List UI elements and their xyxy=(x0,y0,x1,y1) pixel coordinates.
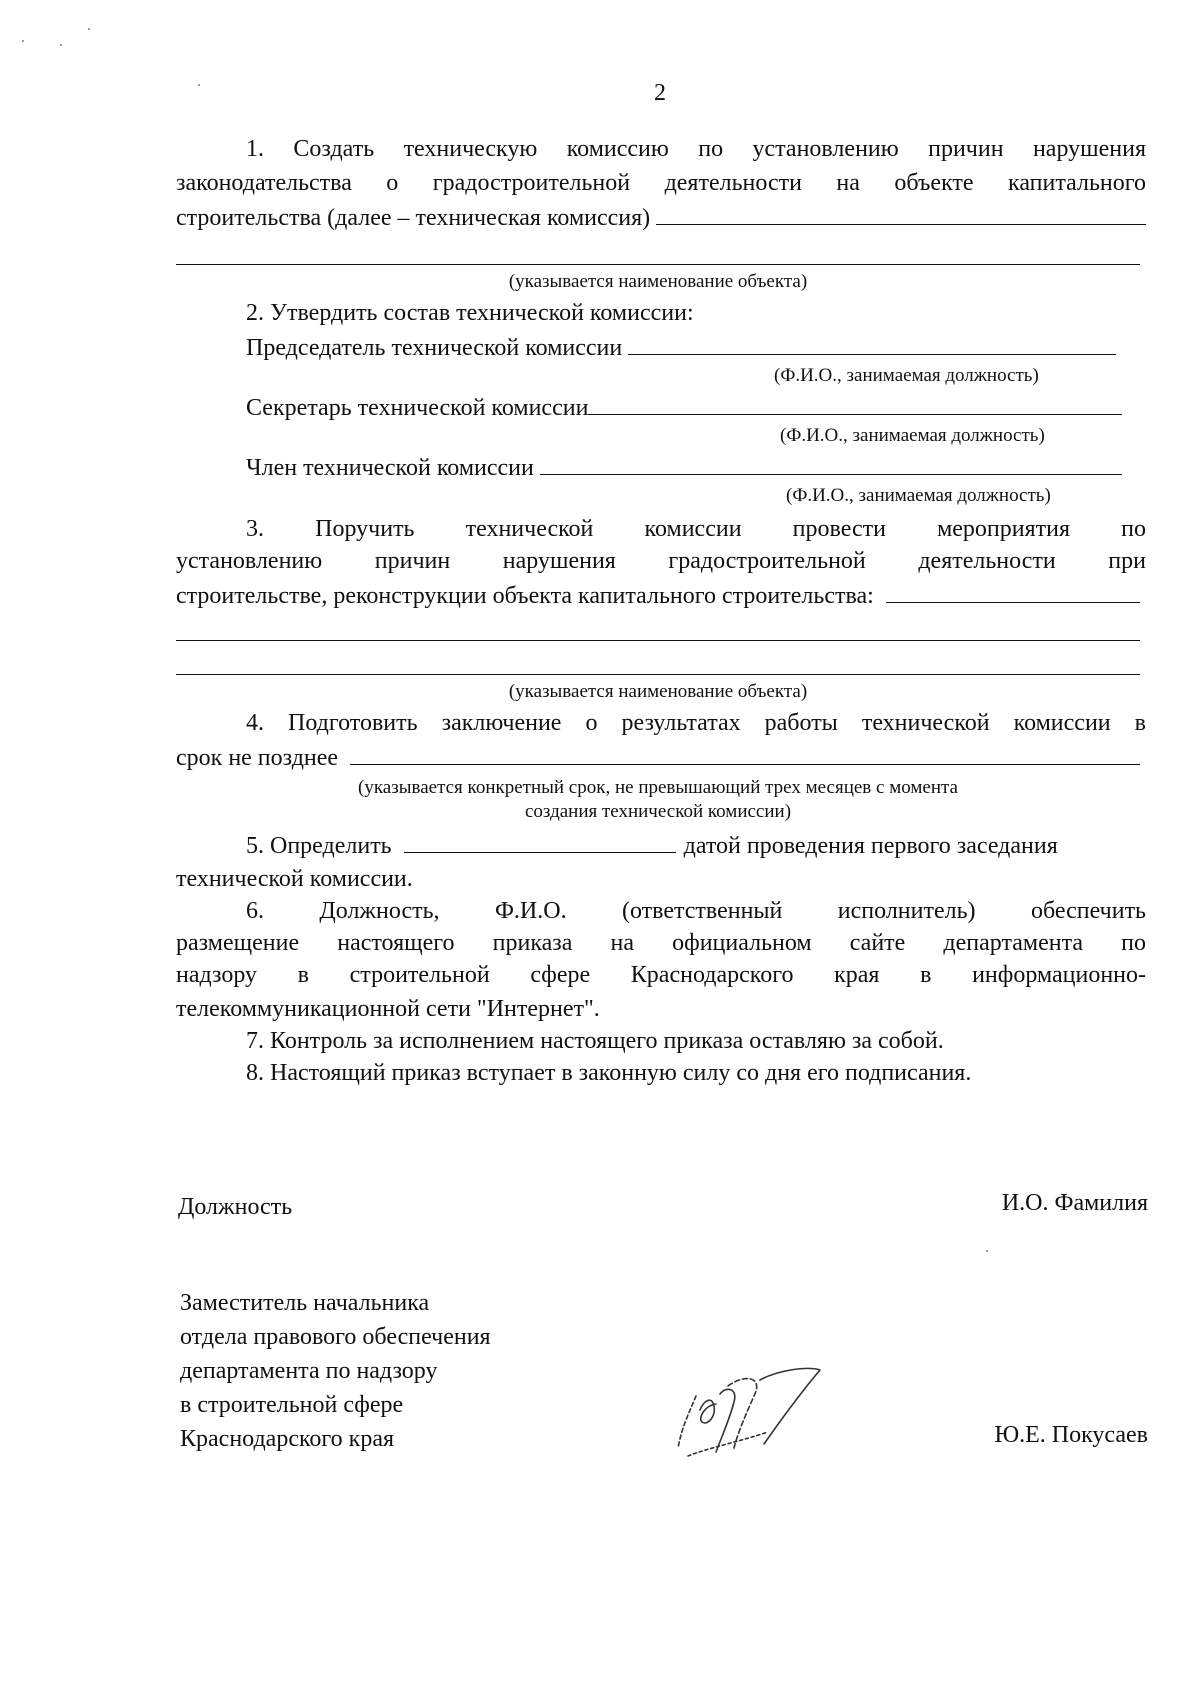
p8: 8. Настоящий приказ вступает в законную силу со дня его подписания. xyxy=(246,1060,972,1086)
object-name-blank-line[interactable] xyxy=(176,264,1140,265)
chair-caption: (Ф.И.О., занимаемая должность) xyxy=(774,365,1039,386)
handwritten-signature xyxy=(668,1356,838,1466)
p6-line1: 6. Должность, Ф.И.О. (ответственный исполнитель) обеспечить xyxy=(246,898,1146,924)
p3-caption: (указывается наименование объекта) xyxy=(508,681,808,702)
p1-line1: 1. Создать техническую комиссию по установлению причин нарушения xyxy=(246,136,1146,162)
p6-line2: размещение настоящего приказа на официальном сайте департамента по xyxy=(176,930,1146,956)
chair-blank[interactable] xyxy=(628,332,1116,355)
p2-title: 2. Утвердить состав технической комиссии: xyxy=(246,300,694,326)
p3-line1: 3. Поручить технической комиссии провести мероприятия по xyxy=(246,516,1146,542)
scan-speck xyxy=(22,40,24,42)
scan-speck xyxy=(198,84,200,86)
approver-name: Ю.Е. Покусаев xyxy=(994,1422,1148,1448)
p3-line3: строительстве, реконструкции объекта капитального строительства: xyxy=(176,580,1140,611)
p1-line3: строительства (далее – техническая комиссия) xyxy=(176,202,1146,233)
meeting-date-blank[interactable] xyxy=(404,830,676,853)
p6-line3: надзору в строительной сфере Краснодарского края в информационно- xyxy=(176,962,1146,988)
secretary-blank[interactable] xyxy=(588,392,1122,415)
p5-line1: 5. Определить датой проведения первого заседания xyxy=(246,830,1146,861)
secretary-row: Секретарь технической комиссии xyxy=(246,392,1122,423)
approval-line-5: Краснодарского края xyxy=(180,1426,395,1452)
p4-line1: 4. Подготовить заключение о результатах работы технической комиссии в xyxy=(246,710,1146,736)
secretary-caption: (Ф.И.О., занимаемая должность) xyxy=(780,425,1045,446)
p3-line2: установлению причин нарушения градостроительной деятельности при xyxy=(176,548,1146,574)
p4-caption-1: (указывается конкретный срок, не превышающий трех месяцев с момента xyxy=(358,777,958,798)
p3-blank-line-1[interactable] xyxy=(176,640,1140,641)
scan-speck xyxy=(88,28,90,30)
signature-position: Должность xyxy=(178,1194,293,1220)
member-blank[interactable] xyxy=(540,452,1122,475)
approval-line-4: в строительной сфере xyxy=(180,1392,404,1418)
p4-caption-2: создания технической комиссии) xyxy=(524,801,792,822)
p5-line2: технической комиссии. xyxy=(176,866,413,892)
scan-speck xyxy=(60,44,62,46)
approval-line-1: Заместитель начальника xyxy=(180,1290,430,1316)
p3-blank-line-2[interactable] xyxy=(176,674,1140,675)
member-row: Член технической комиссии xyxy=(246,452,1122,483)
member-caption: (Ф.И.О., занимаемая должность) xyxy=(786,485,1051,506)
p4-line2: срок не позднее xyxy=(176,742,1140,773)
signature-name: И.О. Фамилия xyxy=(1001,1190,1148,1216)
p7: 7. Контроль за исполнением настоящего приказа оставляю за собой. xyxy=(246,1028,944,1054)
approval-line-2: отдела правового обеспечения xyxy=(180,1324,491,1350)
p1-caption: (указывается наименование объекта) xyxy=(508,271,808,292)
page-number: 2 xyxy=(654,80,666,106)
p1-line2: законодательства о градостроительной деятельности на объекте капитального xyxy=(176,170,1146,196)
chair-row: Председатель технической комиссии xyxy=(246,332,1116,363)
object-name-blank[interactable] xyxy=(656,202,1146,225)
approval-line-3: департамента по надзору xyxy=(180,1358,438,1384)
scan-speck xyxy=(986,1250,988,1252)
deadline-blank[interactable] xyxy=(350,742,1140,765)
p3-object-blank[interactable] xyxy=(886,580,1140,603)
p6-line4: телекоммуникационной сети "Интернет". xyxy=(176,996,600,1022)
